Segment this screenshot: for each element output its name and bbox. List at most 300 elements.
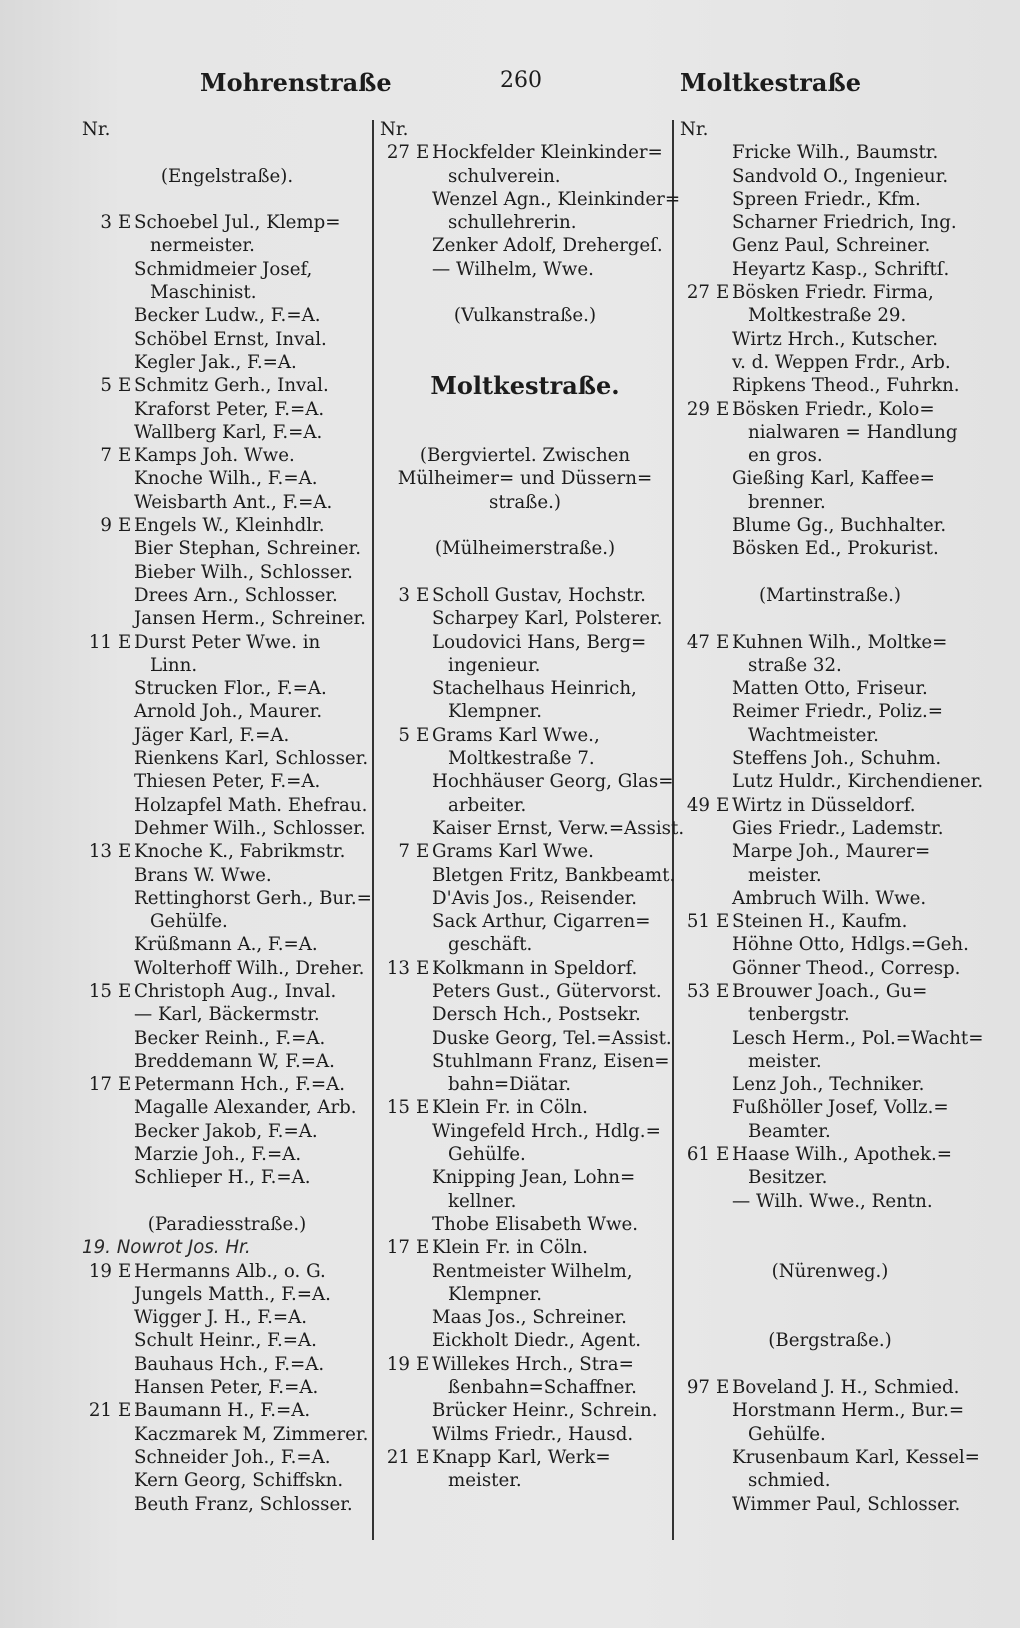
column-header: [680, 118, 980, 141]
resident-entry: [82, 677, 372, 700]
owner-flag: E: [416, 724, 430, 746]
cross-street-heading: [380, 537, 670, 560]
continuation-text: brenner.: [748, 491, 826, 513]
resident-entry: [82, 351, 372, 374]
header-street-right: Moltkestraße: [680, 68, 861, 97]
cross-street-heading: [82, 1213, 372, 1236]
continuation-text: Beamter.: [748, 1120, 831, 1142]
resident-name: Fußhöller Josef, Vollz.=: [732, 1097, 949, 1119]
resident-name: — Wilhelm, Wwe.: [432, 258, 594, 280]
resident-name: Dehmer Wilh., Schlosser.: [134, 817, 366, 839]
resident-entry: [380, 910, 670, 933]
house-number: 3: [398, 584, 410, 606]
entry-continuation: [380, 654, 670, 677]
owner-flag: E: [416, 584, 430, 606]
resident-entry: [82, 1166, 372, 1189]
resident-entry: [680, 747, 980, 770]
house-number: 13: [88, 841, 112, 863]
owner-flag: E: [118, 1260, 132, 1282]
resident-name: Wenzel Agn., Kleinkinder=: [432, 188, 681, 210]
resident-name: Knoche K., Fabrikmstr.: [134, 841, 346, 863]
entry-continuation: [680, 1050, 980, 1073]
resident-entry: [82, 747, 372, 770]
house-number: 19: [88, 1260, 112, 1282]
house-entry: [380, 724, 670, 747]
resident-name: Blume Gg., Buchhalter.: [732, 515, 947, 537]
cross-street-heading: [380, 304, 670, 327]
continuation-text: schulverein.: [448, 165, 561, 187]
house-entry: [380, 1096, 670, 1119]
cross-street-label: (Mülheimerstraße.): [434, 538, 616, 560]
owner-flag: E: [118, 841, 132, 863]
resident-name: Magalle Alexander, Arb.: [134, 1097, 357, 1119]
resident-name: Bösken Ed., Prokurist.: [732, 538, 939, 560]
resident-name: Bösken Friedr., Kolo=: [732, 398, 935, 420]
resident-name: Matten Otto, Friseur.: [732, 678, 928, 700]
resident-entry: [680, 514, 980, 537]
house-number: 5: [398, 724, 410, 746]
resident-name: Schlieper H., F.=A.: [134, 1167, 311, 1189]
column-header-label: Nr.: [380, 119, 409, 140]
owner-flag: E: [416, 1237, 430, 1259]
resident-name: Kolkmann in Speldorf.: [432, 957, 638, 979]
header-street-left: Mohrenstraße: [200, 68, 392, 97]
resident-entry: [680, 887, 980, 910]
resident-name: Wirtz Hrch., Kutscher.: [732, 328, 939, 350]
resident-name: Thiesen Peter, F.=A.: [134, 771, 321, 793]
entry-continuation: [680, 1469, 980, 1492]
resident-entry: [680, 1399, 980, 1422]
handwritten-note-text: 19. Nowrot Jos. Hr.: [82, 1237, 251, 1259]
resident-name: Rienkens Karl, Schlosser.: [134, 748, 369, 770]
resident-entry: [380, 1260, 670, 1283]
entry-continuation: [380, 933, 670, 956]
cross-street-label: (Engelstraße).: [160, 165, 294, 187]
continuation-text: nermeister.: [150, 235, 255, 257]
resident-name: Haase Wilh., Apothek.=: [732, 1144, 953, 1166]
resident-entry: [82, 537, 372, 560]
entry-continuation: [82, 910, 372, 933]
resident-name: Bletgen Fritz, Bankbeamt.: [432, 864, 676, 886]
resident-entry: [680, 537, 980, 560]
resident-entry: [82, 1493, 372, 1516]
resident-name: Knipping Jean, Lohn=: [432, 1167, 636, 1189]
continuation-text: straße 32.: [748, 654, 842, 676]
owner-flag: E: [416, 957, 430, 979]
resident-name: Scharner Friedrich, Ing.: [732, 212, 957, 234]
resident-entry: [680, 141, 980, 164]
house-entry: [380, 141, 670, 164]
owner-flag: E: [716, 282, 730, 304]
resident-name: Reimer Friedr., Poliz.=: [732, 701, 944, 723]
resident-entry: [82, 1329, 372, 1352]
resident-name: Loudovici Hans, Berg=: [432, 631, 647, 653]
resident-entry: [82, 1003, 372, 1026]
resident-entry: [680, 677, 980, 700]
owner-flag: E: [716, 1377, 730, 1399]
column-left: [82, 118, 372, 1516]
resident-entry: [82, 328, 372, 351]
cross-street-heading: [380, 491, 670, 514]
resident-entry: [82, 1096, 372, 1119]
spacer: [680, 1283, 980, 1306]
resident-entry: [82, 1446, 372, 1469]
resident-entry: [82, 1353, 372, 1376]
continuation-text: kellner.: [448, 1190, 517, 1212]
resident-name: Marpe Joh., Maurer=: [732, 841, 931, 863]
resident-entry: [82, 1469, 372, 1492]
continuation-text: arbeiter.: [448, 794, 527, 816]
cross-street-heading: [680, 584, 980, 607]
page-number: 260: [500, 68, 542, 93]
resident-entry: [680, 933, 980, 956]
resident-entry: [82, 1050, 372, 1073]
resident-entry: [82, 584, 372, 607]
resident-entry: [680, 351, 980, 374]
entry-continuation: [380, 700, 670, 723]
owner-flag: E: [118, 980, 132, 1002]
continuation-text: tenbergstr.: [748, 1004, 850, 1026]
resident-name: Fricke Wilh., Baumstr.: [732, 142, 939, 164]
cross-street-label: Mülheimer= und Düssern=: [397, 468, 653, 490]
resident-name: Petermann Hch., F.=A.: [134, 1074, 346, 1096]
resident-entry: [380, 887, 670, 910]
resident-name: Holzapfel Math. Ehefrau.: [134, 794, 368, 816]
street-title: [380, 371, 670, 401]
resident-name: Klein Fr. in Cöln.: [432, 1237, 588, 1259]
house-number: 21: [386, 1446, 410, 1468]
resident-name: Krusenbaum Karl, Kessel=: [732, 1446, 980, 1468]
resident-name: Kaiser Ernst, Verw.=Assist.: [432, 817, 685, 839]
resident-entry: [82, 398, 372, 421]
resident-name: Boveland J. H., Schmied.: [732, 1377, 960, 1399]
column-middle: [380, 118, 685, 1493]
resident-entry: [680, 328, 980, 351]
house-entry: [680, 631, 980, 654]
house-entry: [82, 980, 372, 1003]
resident-name: Ambruch Wilh. Wwe.: [732, 887, 927, 909]
resident-name: Willekes Hrch., Stra=: [432, 1353, 634, 1375]
resident-name: Durst Peter Wwe. in: [134, 631, 321, 653]
entry-continuation: [380, 1376, 670, 1399]
resident-name: Becker Jakob, F.=A.: [134, 1120, 318, 1142]
resident-entry: [680, 817, 980, 840]
house-entry: [82, 631, 372, 654]
resident-entry: [680, 840, 980, 863]
resident-entry: [680, 165, 980, 188]
cross-street-heading: [82, 165, 372, 188]
resident-entry: [380, 234, 670, 257]
resident-name: Sack Arthur, Cigarren=: [432, 911, 651, 933]
entry-continuation: [380, 211, 670, 234]
resident-name: Jäger Karl, F.=A.: [134, 724, 290, 746]
entry-continuation: [680, 1423, 980, 1446]
resident-entry: [82, 1306, 372, 1329]
entry-continuation: [380, 165, 670, 188]
house-number: 9: [100, 515, 112, 537]
owner-flag: E: [118, 445, 132, 467]
resident-name: Schöbel Ernst, Inval.: [134, 328, 327, 350]
house-number: 27: [686, 282, 710, 304]
house-number: 5: [100, 375, 112, 397]
resident-name: Hockfelder Kleinkinder=: [432, 142, 663, 164]
continuation-text: Besitzer.: [748, 1167, 828, 1189]
resident-name: Steinen H., Kaufm.: [732, 911, 908, 933]
spacer: [380, 398, 670, 421]
resident-entry: [82, 770, 372, 793]
resident-name: Kaczmarek M, Zimmerer.: [134, 1423, 369, 1445]
owner-flag: E: [416, 841, 430, 863]
resident-name: Grams Karl Wwe.: [432, 841, 594, 863]
resident-name: Grams Karl Wwe.,: [432, 724, 600, 746]
owner-flag: E: [118, 631, 132, 653]
house-number: 51: [686, 911, 710, 933]
continuation-text: meister.: [448, 1470, 522, 1492]
resident-name: Brouwer Joach., Gu=: [732, 980, 928, 1002]
resident-entry: [82, 491, 372, 514]
resident-entry: [380, 980, 670, 1003]
spacer: [680, 1213, 980, 1236]
resident-name: Strucken Flor., F.=A.: [134, 678, 327, 700]
cross-street-label: (Bergstraße.): [768, 1330, 892, 1352]
house-number: 47: [686, 631, 710, 653]
continuation-text: Gehülfe.: [150, 911, 228, 933]
house-number: 53: [686, 980, 710, 1002]
continuation-text: Klempner.: [448, 1283, 543, 1305]
handwritten-note: [82, 1236, 372, 1259]
resident-entry: [680, 234, 980, 257]
entry-continuation: [380, 1073, 670, 1096]
resident-entry: [680, 770, 984, 793]
house-entry: [680, 794, 980, 817]
cross-street-label: (Bergviertel. Zwischen: [419, 445, 631, 467]
resident-name: Lesch Herm., Pol.=Wacht=: [732, 1027, 984, 1049]
house-entry: [380, 1236, 670, 1259]
house-entry: [680, 281, 980, 304]
resident-entry: [82, 887, 372, 910]
resident-name: Baumann H., F.=A.: [134, 1400, 311, 1422]
spacer: [82, 141, 372, 164]
resident-entry: [680, 957, 980, 980]
resident-name: Marzie Joh., F.=A.: [134, 1144, 302, 1166]
resident-entry: [380, 1120, 670, 1143]
house-number: 27: [386, 142, 410, 164]
resident-entry: [82, 1027, 372, 1050]
owner-flag: E: [716, 631, 730, 653]
cross-street-label: (Vulkanstraße.): [453, 305, 597, 327]
owner-flag: E: [118, 375, 132, 397]
resident-entry: [82, 561, 372, 584]
resident-name: Klein Fr. in Cöln.: [432, 1097, 588, 1119]
owner-flag: E: [716, 794, 730, 816]
resident-name: — Wilh. Wwe., Rentn.: [732, 1190, 933, 1212]
house-number: 49: [686, 794, 710, 816]
resident-name: Dersch Hch., Postsekr.: [432, 1004, 641, 1026]
resident-name: Knapp Karl, Werk=: [432, 1446, 611, 1468]
resident-name: Bieber Wilh., Schlosser.: [134, 561, 353, 583]
resident-name: Eickholt Diedr., Agent.: [432, 1330, 642, 1352]
resident-name: Bösken Friedr. Firma,: [732, 282, 934, 304]
entry-continuation: [380, 794, 670, 817]
house-number: 11: [88, 631, 112, 653]
house-entry: [680, 1376, 980, 1399]
resident-entry: [82, 864, 372, 887]
resident-name: Knoche Wilh., F.=A.: [134, 468, 318, 490]
house-number: 21: [88, 1400, 112, 1422]
entry-continuation: [680, 491, 980, 514]
cross-street-heading: [380, 467, 670, 490]
resident-entry: [82, 700, 372, 723]
resident-entry: [380, 864, 676, 887]
entry-continuation: [380, 1143, 670, 1166]
resident-entry: [380, 677, 670, 700]
house-number: 97: [686, 1377, 710, 1399]
resident-entry: [380, 1213, 670, 1236]
house-entry: [82, 1073, 372, 1096]
resident-name: Steffens Joh., Schuhm.: [732, 748, 942, 770]
resident-entry: [82, 304, 372, 327]
spacer: [380, 421, 670, 444]
cross-street-label: (Martinstraße.): [758, 584, 902, 606]
resident-name: Genz Paul, Schreiner.: [732, 235, 931, 257]
resident-name: Krüßmann A., F.=A.: [134, 934, 318, 956]
resident-name: Schneider Joh., F.=A.: [134, 1446, 331, 1468]
resident-entry: [380, 817, 685, 840]
house-entry: [680, 398, 980, 421]
house-number: 13: [386, 957, 410, 979]
resident-name: Bauhaus Hch., F.=A.: [134, 1353, 325, 1375]
resident-entry: [82, 794, 372, 817]
continuation-text: Maschinist.: [150, 282, 257, 304]
continuation-text: Wachtmeister.: [748, 724, 879, 746]
resident-entry: [82, 724, 372, 747]
continuation-text: schmied.: [748, 1470, 831, 1492]
resident-entry: [680, 258, 980, 281]
entry-continuation: [680, 864, 980, 887]
resident-name: Wingefeld Hrch., Hdlg.=: [432, 1120, 661, 1142]
house-entry: [82, 211, 372, 234]
house-entry: [680, 1143, 980, 1166]
house-entry: [380, 840, 670, 863]
continuation-text: schullehrerin.: [448, 212, 577, 234]
house-entry: [82, 840, 372, 863]
resident-name: D'Avis Jos., Reisender.: [432, 887, 638, 909]
owner-flag: E: [416, 142, 430, 164]
resident-name: Schult Heinr., F.=A.: [134, 1330, 317, 1352]
resident-name: Duske Georg, Tel.=Assist.: [432, 1027, 672, 1049]
cross-street-heading: [680, 1260, 980, 1283]
column-right: [680, 118, 984, 1516]
resident-name: Bier Stephan, Schreiner.: [134, 538, 362, 560]
owner-flag: E: [118, 1400, 132, 1422]
resident-entry: [380, 1423, 670, 1446]
resident-entry: [82, 258, 372, 281]
house-entry: [82, 374, 372, 397]
resident-name: Drees Arn., Schlosser.: [134, 584, 338, 606]
resident-entry: [380, 1003, 670, 1026]
house-number: 19: [386, 1353, 410, 1375]
house-entry: [680, 980, 980, 1003]
resident-name: Rentmeister Wilhelm,: [432, 1260, 633, 1282]
continuation-text: ingenieur.: [448, 654, 541, 676]
resident-entry: [680, 1446, 980, 1469]
resident-name: Wolterhoff Wilh., Dreher.: [134, 957, 365, 979]
continuation-text: geschäft.: [448, 934, 533, 956]
continuation-text: meister.: [748, 1050, 822, 1072]
spacer: [680, 1306, 980, 1329]
entry-continuation: [380, 1190, 670, 1213]
continuation-text: Gehülfe.: [448, 1144, 526, 1166]
resident-entry: [680, 1493, 980, 1516]
resident-entry: [680, 1190, 980, 1213]
cross-street-heading: [380, 444, 670, 467]
cross-street-label: (Nürenweg.): [771, 1260, 889, 1282]
house-number: 7: [398, 841, 410, 863]
owner-flag: E: [118, 212, 132, 234]
house-number: 29: [686, 398, 710, 420]
resident-name: Engels W., Kleinhdlr.: [134, 515, 325, 537]
house-entry: [380, 1446, 670, 1469]
resident-entry: [380, 607, 670, 630]
entry-continuation: [680, 1120, 980, 1143]
resident-name: Kamps Joh. Wwe.: [134, 445, 295, 467]
entry-continuation: [680, 724, 980, 747]
resident-entry: [680, 1027, 984, 1050]
house-entry: [380, 584, 670, 607]
house-entry: [82, 514, 372, 537]
resident-name: Scholl Gustav, Hochstr.: [432, 584, 646, 606]
continuation-text: nialwaren = Handlung: [748, 421, 958, 443]
entry-continuation: [680, 1166, 980, 1189]
resident-name: Scharpey Karl, Polsterer.: [432, 608, 663, 630]
resident-name: Becker Reinh., F.=A.: [134, 1027, 326, 1049]
resident-entry: [380, 1166, 670, 1189]
house-entry: [82, 1260, 372, 1283]
continuation-text: ßenbahn=Schaffner.: [448, 1377, 637, 1399]
entry-continuation: [680, 1003, 980, 1026]
resident-entry: [82, 957, 372, 980]
house-number: 17: [386, 1237, 410, 1259]
resident-entry: [82, 1423, 372, 1446]
owner-flag: E: [118, 1074, 132, 1096]
resident-entry: [82, 933, 372, 956]
house-entry: [680, 910, 980, 933]
resident-name: Maas Jos., Schreiner.: [432, 1307, 627, 1329]
resident-name: Thobe Elisabeth Wwe.: [432, 1213, 639, 1235]
entry-continuation: [82, 281, 372, 304]
resident-name: Heyartz Kasp., Schriftſ.: [732, 258, 950, 280]
owner-flag: E: [416, 1097, 430, 1119]
resident-name: Gießing Karl, Kaffee=: [732, 468, 935, 490]
resident-entry: [82, 1376, 372, 1399]
resident-name: Kern Georg, Schiffskn.: [134, 1470, 344, 1492]
resident-entry: [380, 770, 674, 793]
resident-entry: [82, 1283, 372, 1306]
resident-entry: [82, 1120, 372, 1143]
resident-name: Horstmann Herm., Bur.=: [732, 1400, 965, 1422]
entry-continuation: [82, 654, 372, 677]
resident-entry: [82, 1143, 372, 1166]
owner-flag: E: [716, 980, 730, 1002]
resident-entry: [380, 1329, 670, 1352]
resident-name: Lenz Joh., Techniker.: [732, 1074, 925, 1096]
resident-name: Stachelhaus Heinrich,: [432, 678, 637, 700]
entry-continuation: [380, 1469, 670, 1492]
entry-continuation: [82, 234, 372, 257]
resident-name: Wigger J. H., F.=A.: [134, 1307, 308, 1329]
street-title-text: Moltkestraße.: [430, 371, 620, 401]
resident-name: Peters Gust., Gütervorst.: [432, 980, 662, 1002]
